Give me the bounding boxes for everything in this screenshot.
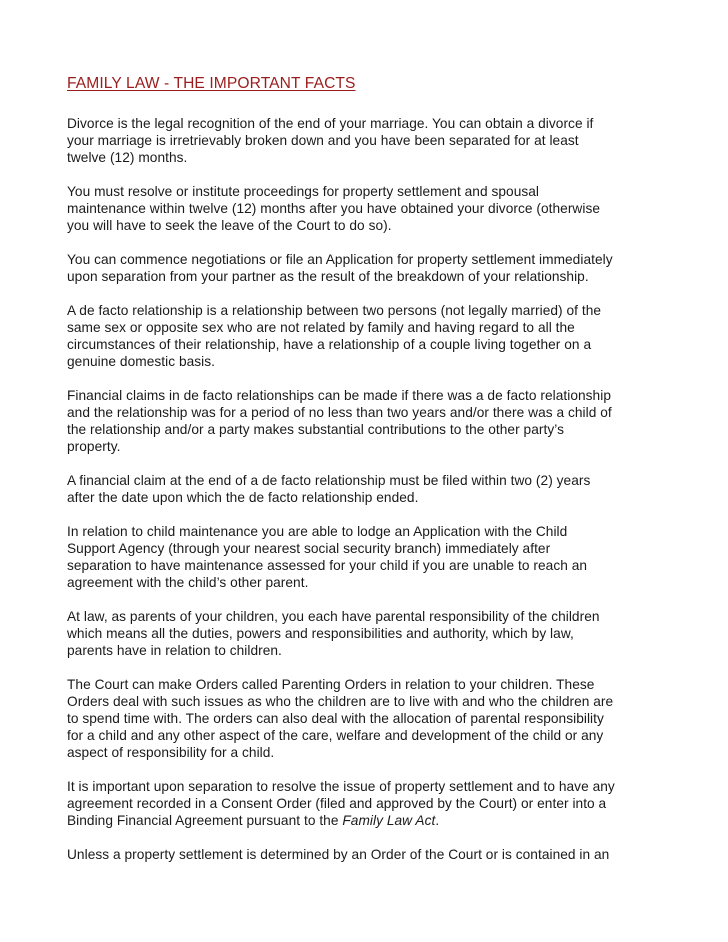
- paragraph-line: You can commence negotiations or file an Application for property settlement immediately: [67, 252, 613, 267]
- paragraph-de-facto-definition: [67, 302, 667, 370]
- paragraph-line: A financial claim at the end of a de facto relationship must be filed within two (2) years: [67, 473, 591, 488]
- paragraph-line: Unless a property settlement is determined by an Order of the Court or is contained in an: [67, 847, 610, 862]
- paragraph-divorce: [67, 115, 667, 166]
- paragraph-line: the relationship and/or a party makes substantial contributions to the other party’s: [67, 422, 564, 437]
- paragraph-line: upon separation from your partner as the result of the breakdown of your relationship.: [67, 269, 589, 284]
- paragraph-line: and the relationship was for a period of no less than two years and/or there was a child of: [67, 405, 612, 420]
- paragraph-line: Orders deal with such issues as who the children are to live with and who the children are: [67, 694, 614, 709]
- paragraph-line: At law, as parents of your children, you each have parental responsibility of the children: [67, 609, 600, 624]
- paragraph-line: separation to have maintenance assessed for your child if you are unable to reach an: [67, 558, 588, 573]
- act-name: Family Law Act: [342, 813, 436, 828]
- paragraph-line: genuine domestic basis.: [67, 354, 215, 369]
- paragraph-line: maintenance within twelve (12) months after you have obtained your divorce (otherwise: [67, 201, 601, 216]
- paragraph-line: property.: [67, 439, 121, 454]
- paragraph-line: twelve (12) months.: [67, 150, 188, 165]
- paragraph-line: you will have to seek the leave of the Court to do so).: [67, 218, 392, 233]
- paragraph-line: Support Agency (through your nearest social security branch) immediately after: [67, 541, 551, 556]
- paragraph-line: which means all the duties, powers and responsibilities and authority, which by law,: [67, 626, 574, 641]
- paragraph-line: agreement recorded in a Consent Order (filed and approved by the Court) or enter into a: [67, 796, 607, 811]
- paragraph-parental-responsibility: [67, 608, 667, 659]
- paragraph-line: for a child and any other aspect of the care, welfare and development of the child or any: [67, 728, 604, 743]
- paragraph-line: agreement with the child’s other parent.: [67, 575, 309, 590]
- paragraph-financial-claims: [67, 387, 667, 455]
- paragraph-negotiations: [67, 251, 667, 285]
- document-title: FAMILY LAW - THE IMPORTANT FACTS: [67, 75, 356, 92]
- document-page: [67, 74, 667, 880]
- paragraph-line: aspect of responsibility for a child.: [67, 745, 275, 760]
- paragraph-property-settlement: [67, 778, 667, 829]
- paragraph-line: You must resolve or institute proceedings for property settlement and spousal: [67, 184, 540, 199]
- paragraph-line: Divorce is the legal recognition of the end of your marriage. You can obtain a divorce if: [67, 116, 594, 131]
- paragraph-line: to spend time with. The orders can also deal with the allocation of parental responsibility: [67, 711, 604, 726]
- paragraph-claim-deadline: [67, 472, 667, 506]
- paragraph-line: same sex or opposite sex who are not related by family and having regard to all the: [67, 320, 575, 335]
- paragraph-line: Financial claims in de facto relationships can be made if there was a de facto relationship: [67, 388, 611, 403]
- line-prefix: Binding Financial Agreement pursuant to the: [67, 813, 343, 828]
- paragraph-line: It is important upon separation to resolve the issue of property settlement and to have any: [67, 779, 615, 794]
- paragraph-line: parents have in relation to children.: [67, 643, 282, 658]
- paragraph-line: In relation to child maintenance you are able to lodge an Application with the Child: [67, 524, 568, 539]
- paragraph-line: after the date upon which the de facto relationship ended.: [67, 490, 419, 505]
- paragraph-line: A de facto relationship is a relationship between two persons (not legally married) of the: [67, 303, 602, 318]
- paragraph-unless: [67, 846, 667, 863]
- paragraph-line: The Court can make Orders called Parenting Orders in relation to your children. These: [67, 677, 595, 692]
- paragraph-parenting-orders: [67, 676, 667, 761]
- paragraph-line-with-act: [67, 812, 667, 829]
- paragraph-child-maintenance: [67, 523, 667, 591]
- paragraph-line: circumstances of their relationship, have a relationship of a couple living together on a: [67, 337, 592, 352]
- paragraph-property-timeline: [67, 183, 667, 234]
- line-suffix: .: [435, 813, 440, 828]
- paragraph-line: your marriage is irretrievably broken down and you have been separated for at least: [67, 133, 579, 148]
